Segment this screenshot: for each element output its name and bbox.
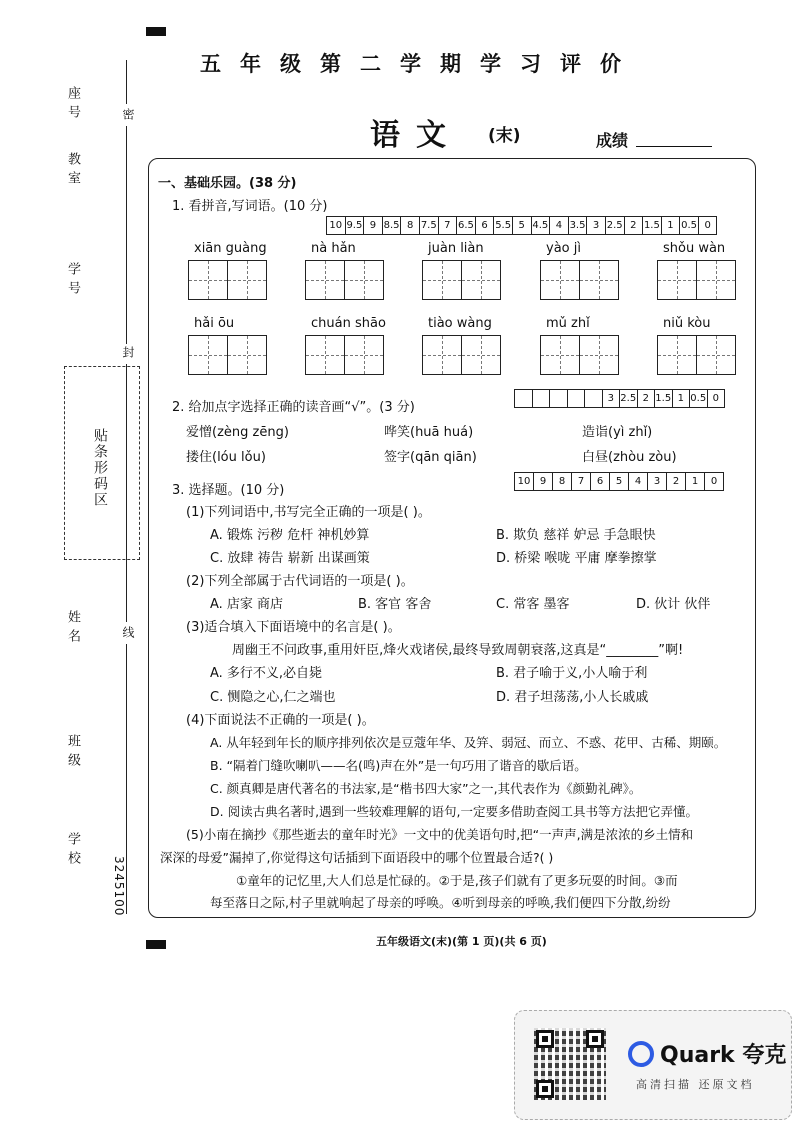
writing-grid[interactable]: [540, 335, 619, 375]
writing-cell[interactable]: [696, 335, 736, 375]
writing-cell[interactable]: [227, 260, 267, 300]
pinyin-prompt: nà hǎn: [311, 241, 356, 256]
q3-p1-option-d[interactable]: D. 桥梁 喉咙 平庸 摩拳擦掌: [496, 551, 657, 566]
pinyin-prompt: yào jì: [546, 241, 581, 256]
classroom-label: 教室: [65, 152, 80, 190]
q2-item-2[interactable]: 哗笑(huā huá): [384, 425, 474, 440]
writing-grid[interactable]: [657, 335, 736, 375]
q3-p2-option-c[interactable]: C. 常客 墨客: [496, 597, 570, 612]
score-cell: 3.5: [569, 217, 588, 234]
q3-p5-line-2: 深深的母爱”漏掉了,你觉得这句话插到下面语段中的哪个位置最合适?( ): [160, 850, 554, 865]
q3-p4-option-c[interactable]: C. 颜真卿是唐代著名的书法家,是“楷书四大家”之一,其代表作为《颜勤礼碑》。: [210, 781, 642, 796]
score-cell: 2.5: [606, 217, 625, 234]
score-cell: 2: [667, 473, 686, 490]
binding-line: [126, 126, 127, 344]
term-label: (末): [488, 126, 521, 146]
q3-p1-option-b[interactable]: B. 欺负 慈祥 妒忌 手急眼快: [496, 528, 656, 543]
score-cell: 5: [513, 217, 532, 234]
score-cell: 7: [572, 473, 591, 490]
score-cell: 0.5: [690, 390, 708, 407]
score-cell: 2: [638, 390, 656, 407]
score-cell: 4.5: [532, 217, 551, 234]
class-label: 班级: [65, 734, 80, 772]
name-label: 姓名: [65, 610, 80, 648]
writing-cell[interactable]: [188, 335, 228, 375]
writing-cell[interactable]: [344, 335, 384, 375]
binding-line: [126, 60, 127, 104]
writing-cell[interactable]: [540, 260, 580, 300]
writing-cell[interactable]: [422, 335, 462, 375]
q3-p5-line-4: 每至落日之际,村子里就响起了母亲的呼唤。④听到母亲的呼唤,我们便四下分散,纷纷: [210, 895, 671, 910]
score-cell: 9.5: [346, 217, 365, 234]
student-no-label: 学号: [65, 262, 80, 300]
score-label: 成绩: [596, 131, 629, 150]
q3-p3-context: 周幽王不问政事,重用奸臣,烽火戏诸侯,最终导致周朝衰落,这真是“________”啊!: [232, 643, 684, 658]
writing-cell[interactable]: [461, 260, 501, 300]
quark-logo-icon: [628, 1041, 654, 1067]
score-cell: 1: [662, 217, 681, 234]
writing-grid[interactable]: [422, 335, 501, 375]
pinyin-prompt: tiào wàng: [428, 316, 492, 331]
pinyin-prompt: niǔ kòu: [663, 316, 711, 331]
q2-item-3[interactable]: 造诣(yì zhǐ): [582, 425, 653, 440]
writing-grid[interactable]: [188, 260, 267, 300]
score-cell: 9: [364, 217, 383, 234]
writing-cell[interactable]: [227, 335, 267, 375]
score-cell: 3: [648, 473, 667, 490]
registration-mark-bottom: [146, 940, 166, 949]
writing-grid[interactable]: [305, 335, 384, 375]
q3-p2-stem: (2)下列全部属于古代词语的一项是( )。: [186, 574, 414, 589]
q3-p1-option-c[interactable]: C. 放肆 祷告 崭新 出谋画策: [210, 551, 370, 566]
writing-cell[interactable]: [188, 260, 228, 300]
q3-p3-option-d[interactable]: D. 君子坦荡荡,小人长戚戚: [496, 690, 649, 705]
score-cell: 0: [712, 393, 719, 404]
score-cell: 6: [476, 217, 495, 234]
pinyin-prompt: mǔ zhǐ: [546, 316, 590, 331]
q3-p5-line-3: ①童年的记忆里,大人们总是忙碌的。②于是,孩子们就有了更多玩耍的时间。③而: [236, 873, 678, 888]
q3-p1-option-a[interactable]: A. 锻炼 污秽 危杆 神机妙算: [210, 528, 370, 543]
q3-title: 3. 选择题。(10 分): [172, 483, 285, 498]
page-footer: 五年级语文(末)(第 1 页)(共 6 页): [376, 935, 547, 948]
q1-title: 1. 看拼音,写词语。(10 分): [172, 199, 328, 214]
subject-title: 语文: [370, 118, 462, 153]
score-cell: 6: [591, 473, 610, 490]
score-cell: 5.5: [494, 217, 513, 234]
score-cell: 0: [710, 476, 718, 487]
score-cell: 8: [553, 473, 572, 490]
writing-grid[interactable]: [422, 260, 501, 300]
writing-grid[interactable]: [657, 260, 736, 300]
score-cell: [515, 390, 533, 407]
pinyin-prompt: hǎi ōu: [194, 316, 235, 331]
writing-cell[interactable]: [540, 335, 580, 375]
watermark-tagline: 高清扫描 还原文档: [636, 1078, 755, 1091]
writing-cell[interactable]: [579, 335, 619, 375]
score-cell: 7: [439, 217, 458, 234]
q3-p3-option-b[interactable]: B. 君子喻于义,小人喻于利: [496, 666, 648, 681]
writing-cell[interactable]: [657, 335, 697, 375]
section-title: 一、基础乐园。(38 分): [158, 176, 297, 191]
writing-cell[interactable]: [422, 260, 462, 300]
q1-score-table: [326, 216, 717, 235]
writing-cell[interactable]: [579, 260, 619, 300]
q3-p4-stem: (4)下面说法不正确的一项是( )。: [186, 713, 375, 728]
seal-mark-1: 密: [121, 108, 135, 120]
q2-title: 2. 给加点字选择正确的读音画“√”。(3 分): [172, 400, 415, 415]
writing-cell[interactable]: [305, 335, 345, 375]
binding-line: [126, 644, 127, 914]
score-cell: 3: [603, 390, 621, 407]
pinyin-prompt: juàn liàn: [428, 241, 484, 256]
score-cell: 10: [515, 473, 534, 490]
q3-score-table: [514, 472, 724, 491]
q2-item-1[interactable]: 爱憎(zèng zēng): [186, 425, 289, 440]
score-cell: [568, 390, 586, 407]
writing-grid[interactable]: [305, 260, 384, 300]
score-cell: 6.5: [457, 217, 476, 234]
score-cell: 8.5: [383, 217, 402, 234]
score-cell: 9: [534, 473, 553, 490]
score-cell: 5: [610, 473, 629, 490]
score-cell: 0.5: [680, 217, 699, 234]
score-cell: 1: [673, 390, 691, 407]
watermark-brand: Quark 夸克: [660, 1043, 787, 1068]
q2-score-table: [514, 389, 725, 408]
score-cell: 2: [625, 217, 644, 234]
seal-mark-2: 封: [121, 346, 135, 358]
score-cell: 0: [704, 220, 711, 231]
q3-p4-option-a[interactable]: A. 从年轻到年长的顺序排列依次是豆蔻年华、及笄、弱冠、而立、不惑、花甲、古稀、期颐。: [210, 735, 727, 750]
q3-p2-option-d[interactable]: D. 伙计 伙伴: [636, 597, 711, 612]
writing-cell[interactable]: [344, 260, 384, 300]
score-blank[interactable]: [636, 146, 712, 147]
pinyin-prompt: shǒu wàn: [663, 241, 726, 256]
pinyin-prompt: xiān guàng: [194, 241, 267, 256]
writing-cell[interactable]: [305, 260, 345, 300]
registration-mark-top: [146, 27, 166, 36]
score-cell: 1.5: [655, 390, 673, 407]
paper-code: 3245100: [112, 856, 126, 917]
score-cell: [533, 390, 551, 407]
writing-grid[interactable]: [540, 260, 619, 300]
score-cell: 2.5: [620, 390, 638, 407]
score-cell: [550, 390, 568, 407]
score-cell: 4: [629, 473, 648, 490]
binding-line: [126, 364, 127, 622]
score-cell: 7.5: [420, 217, 439, 234]
q2-item-6[interactable]: 白昼(zhòu zòu): [582, 450, 677, 465]
score-cell: 3: [587, 217, 606, 234]
pinyin-prompt: chuán shāo: [311, 316, 386, 331]
writing-grid[interactable]: [188, 335, 267, 375]
writing-cell[interactable]: [696, 260, 736, 300]
school-label: 学校: [65, 832, 80, 870]
q3-p3-option-c[interactable]: C. 恻隐之心,仁之端也: [210, 690, 336, 705]
q3-p3-option-a[interactable]: A. 多行不义,必自毙: [210, 666, 323, 681]
q3-p5-line-1: (5)小南在摘抄《那些逝去的童年时光》一文中的优美语句时,把“一声声,满是浓浓的乡土情和: [186, 827, 694, 842]
q2-item-4[interactable]: 搂住(lóu lǒu): [186, 450, 266, 465]
score-cell: 1: [686, 473, 705, 490]
seat-label: 座号: [65, 86, 80, 124]
q3-p2-option-a[interactable]: A. 店家 商店: [210, 597, 284, 612]
score-cell: 10: [327, 217, 346, 234]
score-cell: [585, 390, 603, 407]
writing-cell[interactable]: [657, 260, 697, 300]
barcode-label: 贴条形码区: [92, 428, 108, 508]
score-cell: 4: [550, 217, 569, 234]
q3-p4-option-d[interactable]: D. 阅读古典名著时,遇到一些较难理解的语句,一定要多借助查阅工具书等方法把它弄懂。: [210, 804, 699, 819]
q3-p1-stem: (1)下列词语中,书写完全正确的一项是( )。: [186, 505, 431, 520]
q3-p4-option-b[interactable]: B. “隔着门缝吹喇叭——名(鸣)声在外”是一句巧用了谐音的歇后语。: [210, 758, 587, 773]
q3-p2-option-b[interactable]: B. 客官 客舍: [358, 597, 432, 612]
seal-mark-3: 线: [121, 626, 135, 638]
q2-item-5[interactable]: 签字(qān qiān): [384, 450, 477, 465]
writing-cell[interactable]: [461, 335, 501, 375]
score-cell: 1.5: [643, 217, 662, 234]
q3-p3-stem: (3)适合填入下面语境中的名言是( )。: [186, 620, 401, 635]
score-cell: 8: [401, 217, 420, 234]
exam-title: 五年级第二学期学习评价: [200, 52, 640, 76]
